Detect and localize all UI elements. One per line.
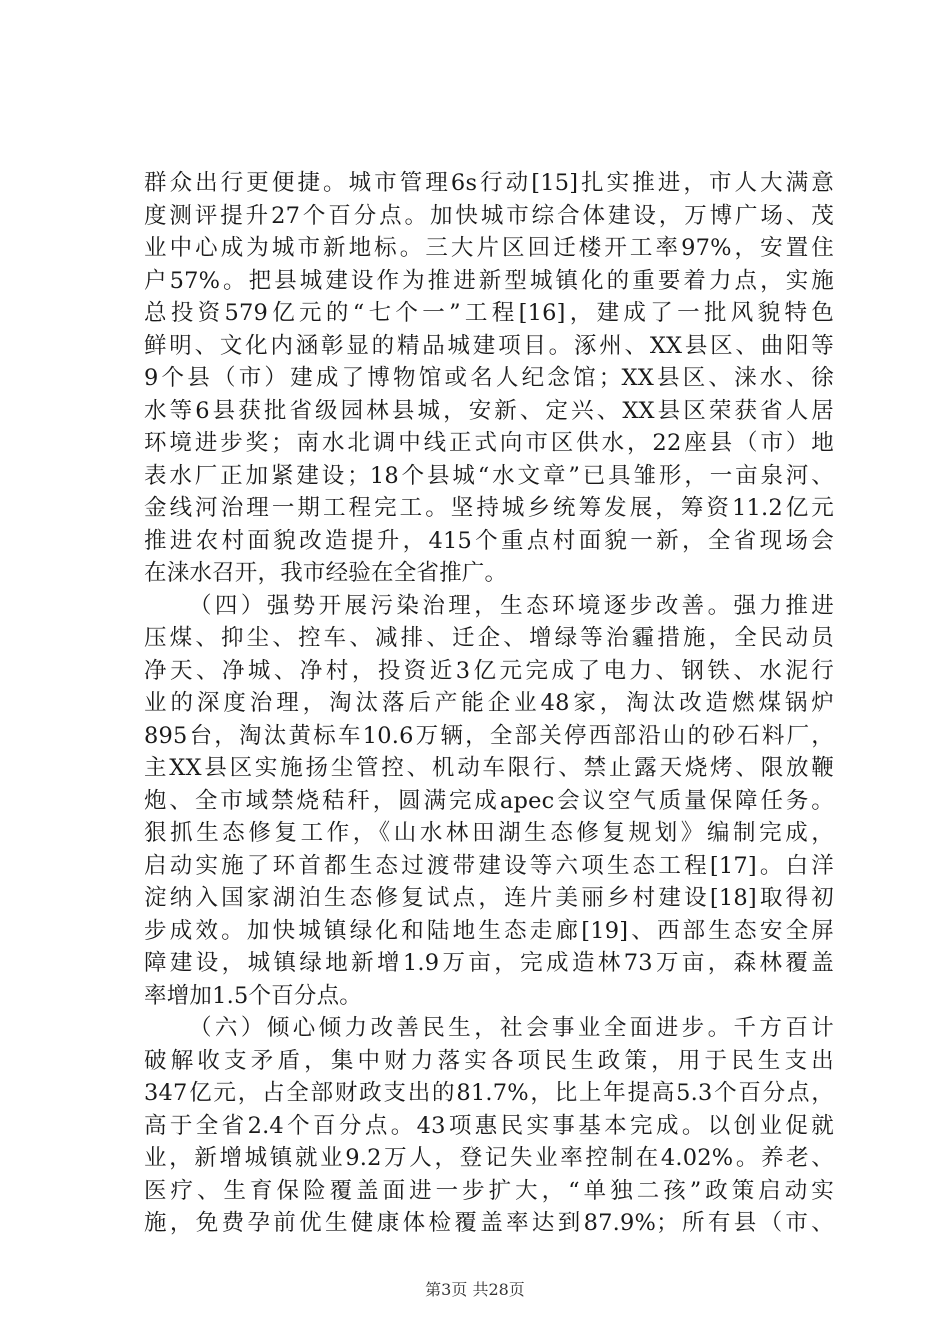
text-line: 水等6县获批省级园林县城，安新、定兴、XX县区荣获省人居 [144,397,834,424]
text-line: 表水厂正加紧建设；18个县城“水文章”已具雏形，一亩泉河、 [144,462,834,489]
body-text [144,167,834,1240]
text-line: 金线河治理一期工程完工。坚持城乡统筹发展，筹资11.2亿元 [144,495,834,521]
text-line: 淀纳入国家湖泊生态修复试点，连片美丽乡村建设[18]取得初 [144,885,834,911]
paragraph-heading-line: （六）倾心倾力改善民生，社会事业全面进步。千方百计 [189,1015,834,1041]
text-line: 炮、全市域禁烧秸秆，圆满完成apec会议空气质量保障任务。 [144,787,834,814]
text-line: 狠抓生态修复工作，《山水林田湖生态修复规划》编制完成， [144,820,834,846]
text-line: 业中心成为城市新地标。三大片区回迁楼开工率97%，安置住 [144,235,834,261]
text-line: 高于全省2.4个百分点。43项惠民实事基本完成。以创业促就 [144,1112,834,1139]
text-line: 净天、净城、净村，投资近3亿元完成了电力、钢铁、水泥行 [144,657,834,684]
page-number-footer: 第3页 共28页 [425,1280,525,1299]
text-line: 度测评提升27个百分点。加快城市综合体建设，万博广场、茂 [144,202,834,229]
text-line: 环境进步奖；南水北调中线正式向市区供水，22座县（市）地 [144,430,834,456]
text-line: 业的深度治理，淘汰落后产能企业48家，淘汰改造燃煤锅炉 [144,690,834,716]
text-line: 医疗、生育保险覆盖面进一步扩大，“单独二孩”政策启动实 [144,1177,834,1204]
text-line: 895台，淘汰黄标车10.6万辆，全部关停西部沿山的砂石料厂， [144,722,834,749]
text-line: 户57%。把县城建设作为推进新型城镇化的重要着力点，实施 [144,267,834,294]
text-line: 347亿元，占全部财政支出的81.7%，比上年提高5.3个百分点， [144,1080,834,1106]
paragraph-heading-line: （四）强势开展污染治理，生态环境逐步改善。强力推进 [189,592,834,619]
text-line: 鲜明、文化内涵彰显的精品城建项目。涿州、XX县区、曲阳等 [144,332,834,359]
text-line: 率增加1.5个百分点。 [144,982,362,1009]
text-line: 主XX县区实施扬尘管控、机动车限行、禁止露天烧烤、限放鞭 [144,755,834,781]
text-line: 破解收支矛盾，集中财力落实各项民生政策，用于民生支出 [144,1047,834,1074]
text-line: 推进农村面貌改造提升，415个重点村面貌一新，全省现场会 [144,527,834,554]
text-line: 9个县（市）建成了博物馆或名人纪念馆；XX县区、涞水、徐 [144,365,834,391]
text-line: 施，免费孕前优生健康体检覆盖率达到87.9%；所有县（市、 [144,1210,834,1236]
text-line: 在涞水召开，我市经验在全省推广。 [144,560,508,586]
text-line: 障建设，城镇绿地新增1.9万亩，完成造林73万亩，森林覆盖 [144,950,834,976]
text-line: 业，新增城镇就业9.2万人，登记失业率控制在4.02%。养老、 [144,1145,834,1171]
text-line: 压煤、抑尘、控车、减排、迁企、增绿等治霾措施，全民动员 [144,625,834,651]
text-line: 总投资579亿元的“七个一”工程[16]，建成了一批风貌特色 [144,300,834,326]
text-line: 步成效。加快城镇绿化和陆地生态走廊[19]、西部生态安全屏 [144,917,834,944]
text-line: 启动实施了环首都生态过渡带建设等六项生态工程[17]。白洋 [144,852,834,879]
text-line: 群众出行更便捷。城市管理6s行动[15]扎实推进，市人大满意 [144,170,834,196]
